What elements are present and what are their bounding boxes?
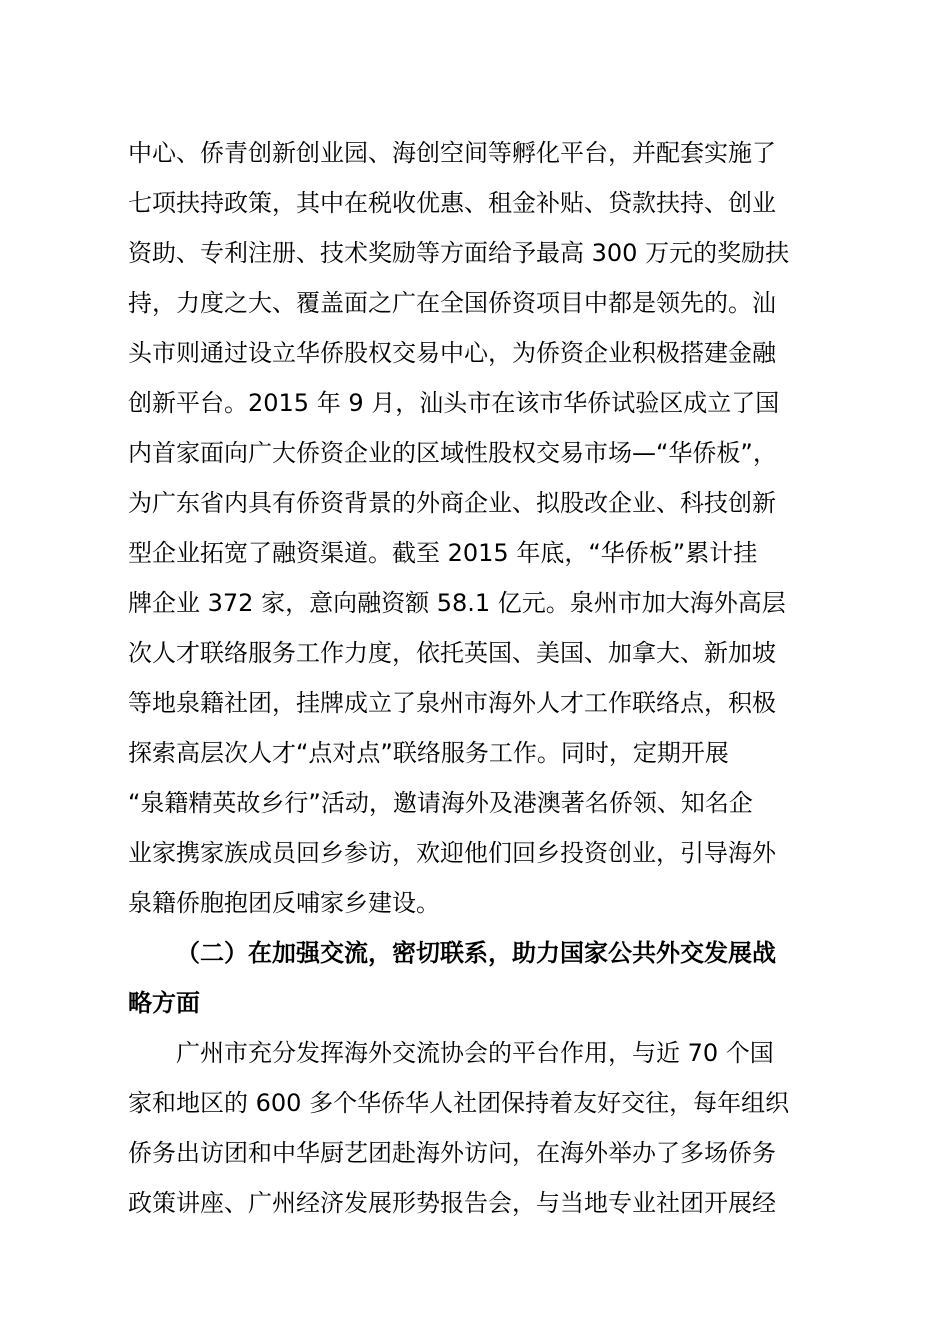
- text-line: 内首家面向广大侨资企业的区域性股权交易市场—“华侨板”，: [128, 439, 777, 467]
- section-heading: [128, 928, 838, 1028]
- text-line: 等地泉籍社团，挂牌成立了泉州市海外人才工作联络点，积极: [128, 689, 776, 717]
- text-line: 业家携家族成员回乡参访，欢迎他们回乡投资创业，引导海外: [128, 839, 776, 867]
- paragraph-1: [128, 128, 838, 928]
- text-line: 政策讲座、广州经济发展形势报告会，与当地专业社团开展经: [128, 1189, 776, 1217]
- text-line: 型企业拓宽了融资渠道。截至 2015 年底，“华侨板”累计挂: [128, 539, 758, 567]
- text-line: 创新平台。2015 年 9 月，汕头市在该市华侨试验区成立了国: [128, 389, 780, 417]
- text-line: 泉籍侨胞抱团反哺家乡建设。: [128, 889, 440, 917]
- text-line: 次人才联络服务工作力度，依托英国、美国、加拿大、新加坡: [128, 639, 776, 667]
- text-line: 侨务出访团和中华厨艺团赴海外访问，在海外举办了多场侨务: [128, 1139, 776, 1167]
- text-line: 中心、侨青创新创业园、海创空间等孵化平台，并配套实施了: [128, 139, 776, 167]
- text-line: 头市则通过设立华侨股权交易中心，为侨资企业积极搭建金融: [128, 339, 776, 367]
- text-line: 牌企业 372 家，意向融资额 58.1 亿元。泉州市加大海外高层: [128, 589, 786, 617]
- document-body: [128, 128, 838, 1228]
- heading-line: （二）在加强交流，密切联系，助力国家公共外交发展战: [176, 939, 776, 967]
- text-line: 资助、专利注册、技术奖励等方面给予最高 300 万元的奖励扶: [128, 239, 790, 267]
- text-line: 探索高层次人才“点对点”联络服务工作。同时，定期开展: [128, 739, 729, 767]
- paragraph-2: [128, 1028, 838, 1228]
- text-line: 持，力度之大、覆盖面之广在全国侨资项目中都是领先的。汕: [128, 289, 776, 317]
- text-line: “泉籍精英故乡行”活动，邀请海外及港澳著名侨领、知名企: [128, 789, 753, 817]
- heading-line: 略方面: [128, 989, 200, 1017]
- text-line: 家和地区的 600 多个华侨华人社团保持着友好交往，每年组织: [128, 1089, 790, 1117]
- text-line: 为广东省内具有侨资背景的外商企业、拟股改企业、科技创新: [128, 489, 776, 517]
- text-line: 七项扶持政策，其中在税收优惠、租金补贴、贷款扶持、创业: [128, 189, 776, 217]
- text-line: 广州市充分发挥海外交流协会的平台作用，与近 70 个国: [176, 1039, 774, 1067]
